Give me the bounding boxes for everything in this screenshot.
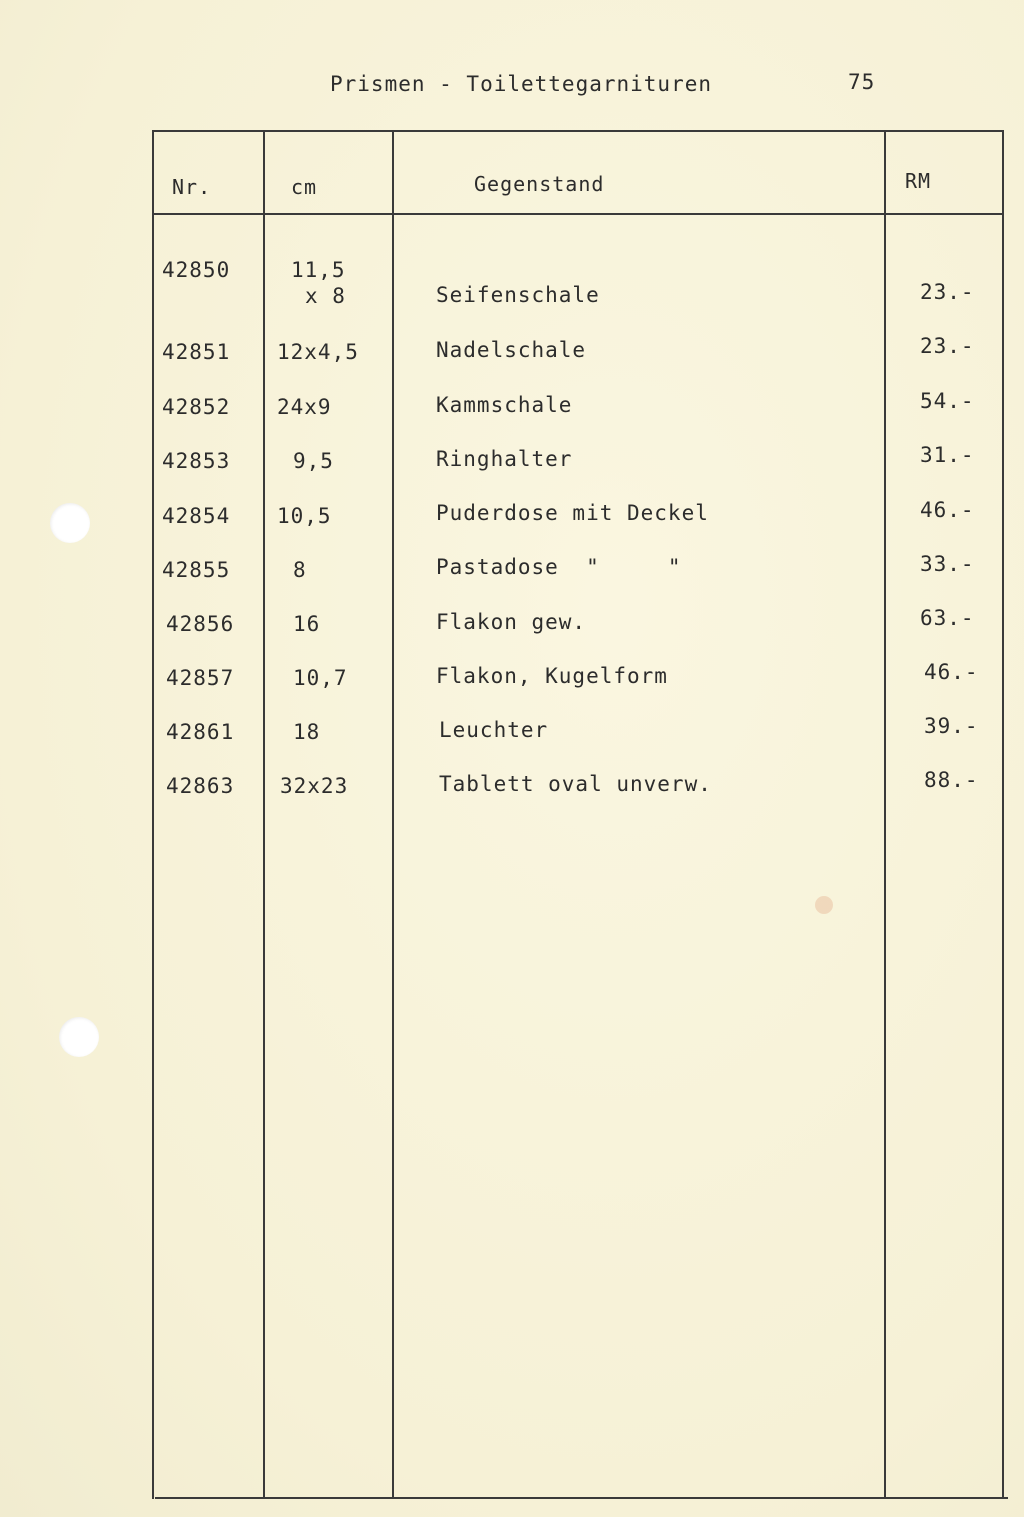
column-header-cm: cm (291, 175, 318, 199)
table-row-cm: 10,5 (277, 504, 332, 528)
table-row-price: 54.- (920, 389, 975, 413)
column-divider-item-price (884, 130, 886, 1499)
column-divider-nr-cm (263, 130, 265, 1499)
table-row-cm: 9,5 (293, 449, 334, 473)
table-row-item: Flakon, Kugelform (436, 664, 668, 688)
table-row-nr: 42861 (166, 720, 235, 744)
table-row-price: 88.- (924, 768, 979, 792)
table-row-item: Flakon gew. (436, 610, 587, 634)
table-row-item: Ringhalter (436, 447, 573, 471)
table-left-border (152, 130, 154, 1499)
table-row-nr: 42852 (162, 395, 231, 419)
table-row-price: 46.- (924, 660, 979, 684)
table-row-price: 63.- (920, 606, 975, 630)
table-row-cm: 8 (293, 558, 307, 582)
table-row-price: 33.- (920, 552, 975, 576)
table-row-price: 23.- (920, 334, 975, 358)
table-row-price: 23.- (920, 280, 975, 304)
table-row-price: 31.- (920, 443, 975, 467)
table-row-cm-continued: x 8 (305, 284, 346, 308)
table-row-cm: 16 (293, 612, 321, 636)
column-header-gegenstand: Gegenstand (474, 172, 605, 196)
table-row-price: 46.- (920, 498, 975, 522)
column-header-rm: RM (905, 169, 932, 193)
table-row-item: Nadelschale (436, 338, 587, 362)
table-row-cm: 32x23 (280, 774, 349, 798)
table-row-nr: 42855 (162, 558, 231, 582)
table-row-item: Leuchter (439, 718, 549, 742)
table-row-cm: 18 (293, 720, 321, 744)
column-header-nr: Nr. (172, 175, 212, 199)
table-row-item: Tablett oval unverw. (439, 772, 712, 796)
table-row-nr: 42850 (162, 258, 231, 282)
table-top-border (152, 130, 1003, 132)
table-row-cm: 24x9 (277, 395, 332, 419)
table-row-price: 39.- (924, 714, 979, 738)
table-row-item: Pastadose " " (436, 555, 682, 579)
table-header-divider (152, 213, 1003, 215)
table-row-nr: 42854 (162, 504, 231, 528)
table-row-nr: 42856 (166, 612, 235, 636)
column-divider-cm-item (392, 130, 394, 1499)
table-row-cm: 12x4,5 (277, 340, 359, 364)
table-row-nr: 42863 (166, 774, 235, 798)
table-row-cm: 10,7 (293, 666, 348, 690)
table-row-nr: 42853 (162, 449, 231, 473)
table-row-nr: 42851 (162, 340, 231, 364)
table-row-item: Seifenschale (436, 283, 600, 307)
table-right-border (1002, 130, 1004, 1499)
table-row-item: Kammschale (436, 393, 573, 417)
table-bottom-border (155, 1497, 1008, 1499)
table-row-nr: 42857 (166, 666, 235, 690)
table-row-cm: 11,5 (291, 258, 346, 282)
page-number: 75 (848, 70, 876, 94)
page-title: Prismen - Toilettegarnituren (330, 72, 713, 96)
table-row-item: Puderdose mit Deckel (436, 501, 709, 525)
